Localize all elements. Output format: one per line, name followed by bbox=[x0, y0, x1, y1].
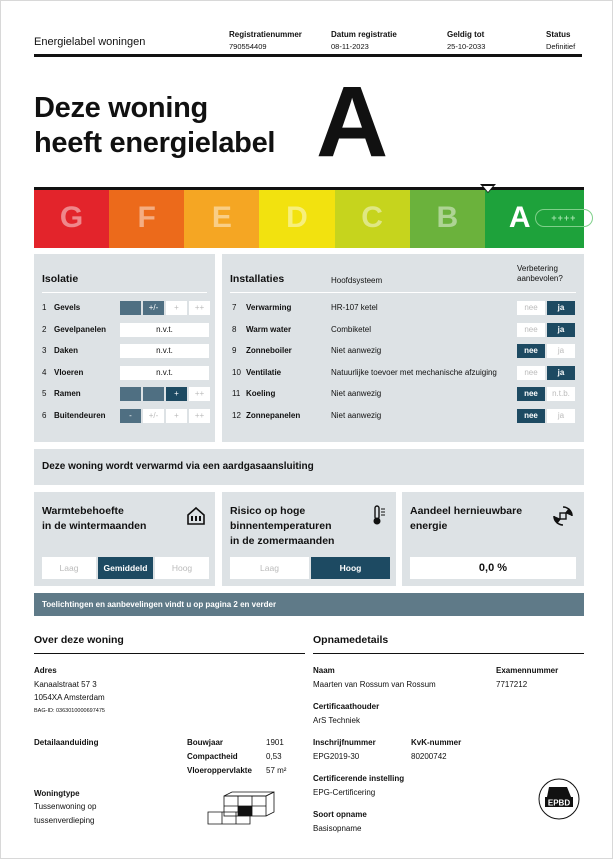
row-number: 6 bbox=[42, 410, 47, 420]
improvement-toggle bbox=[517, 366, 575, 380]
row-label: Gevelpanelen bbox=[54, 324, 107, 334]
overheating-risk-title-2: binnentemperaturen bbox=[230, 520, 332, 532]
floor-area-label: Vloeroppervlakte bbox=[187, 766, 252, 775]
row-label: Daken bbox=[54, 346, 79, 355]
build-year-value: 1901 bbox=[266, 738, 284, 747]
scale-letter: G bbox=[59, 200, 84, 234]
row-number: 1 bbox=[42, 303, 47, 312]
row-value: Niet aanwezig bbox=[331, 389, 382, 398]
energy-scale bbox=[34, 187, 584, 248]
row-number: 7 bbox=[232, 303, 237, 312]
heating-panel bbox=[34, 449, 584, 485]
compactness-value: 0,53 bbox=[266, 752, 282, 761]
row-label: Buitendeuren bbox=[54, 410, 106, 420]
floor-area-value: 57 m² bbox=[266, 766, 287, 775]
renewable-share-value: 0,0 % bbox=[410, 557, 576, 579]
home-type-line-2: tussenverdieping bbox=[34, 816, 95, 825]
row-value: Niet aanwezig bbox=[331, 346, 382, 355]
installation-row bbox=[232, 322, 577, 338]
registration-date-value: 08-11-2023 bbox=[331, 42, 369, 51]
row-number: 8 bbox=[232, 324, 237, 334]
home-type-line-1: Tussenwoning op bbox=[34, 802, 97, 811]
isolation-row bbox=[42, 300, 207, 316]
rating-cell: +/- bbox=[143, 409, 164, 423]
scale-segment-b bbox=[410, 187, 485, 248]
installation-row bbox=[232, 343, 577, 359]
registration-number bbox=[229, 30, 302, 51]
improvement-yes: ja bbox=[547, 366, 575, 380]
rating-cell: ++ bbox=[189, 387, 210, 401]
hero-label-letter: A bbox=[316, 66, 389, 178]
installations-panel bbox=[222, 254, 584, 442]
row-number: 12 bbox=[232, 410, 241, 420]
row-label: Verwarming bbox=[246, 303, 292, 312]
building-icon bbox=[206, 790, 278, 826]
registration-date-label: Datum registratie bbox=[331, 30, 397, 39]
rating-cell: +/- bbox=[143, 301, 164, 315]
status bbox=[546, 30, 575, 51]
improvement-toggle bbox=[517, 301, 575, 315]
overheating-risk-title-3: in de zomermaanden bbox=[230, 535, 335, 547]
compactness-label: Compactheid bbox=[187, 752, 238, 761]
heat-demand-medium: Gemiddeld bbox=[98, 557, 153, 579]
row-number: 5 bbox=[42, 389, 47, 398]
registration-number-value: 790554409 bbox=[229, 42, 267, 51]
renewable-share-title-1: Aandeel hernieuwbare bbox=[410, 505, 523, 517]
scale-segment-g bbox=[34, 187, 109, 248]
improvement-no: nee bbox=[517, 366, 545, 380]
rating-cells bbox=[120, 387, 210, 401]
improvement-yes: ja bbox=[547, 323, 575, 337]
scale-letter: E bbox=[211, 200, 232, 234]
explanation-note: Toelichtingen en aanbevelingen vindt u op pagina 2 en verder bbox=[34, 593, 584, 616]
improvement-yes: n.t.b. bbox=[547, 387, 575, 401]
heat-demand-high: Hoog bbox=[155, 557, 209, 579]
row-value: Natuurlijke toevoer met mechanische afzuiging bbox=[331, 367, 497, 377]
renewable-share-title-2: energie bbox=[410, 520, 448, 532]
valid-until-label: Geldig tot bbox=[447, 30, 485, 39]
installations-divider bbox=[230, 292, 576, 293]
survey-type-value: Basisopname bbox=[313, 824, 362, 833]
inspection-divider bbox=[313, 653, 584, 654]
about-home-title: Over deze woning bbox=[34, 634, 124, 646]
row-label: Ventilatie bbox=[246, 367, 282, 377]
overheating-risk-scale bbox=[230, 557, 390, 579]
overheating-risk-low: Laag bbox=[230, 557, 309, 579]
row-number: 4 bbox=[42, 367, 47, 377]
row-value: Niet aanwezig bbox=[331, 410, 382, 420]
renewable-cycle-icon bbox=[552, 505, 574, 527]
rating-cell: ++ bbox=[189, 409, 210, 423]
installation-row bbox=[232, 365, 577, 381]
inspector-name-value: Maarten van Rossum van Rossum bbox=[313, 680, 436, 689]
isolation-title: Isolatie bbox=[42, 273, 79, 285]
row-label: Koeling bbox=[246, 389, 276, 398]
status-value: Definitief bbox=[546, 42, 576, 51]
isolation-divider bbox=[42, 292, 207, 293]
heat-demand-title-1: Warmtebehoefte bbox=[42, 505, 124, 517]
hero-heading bbox=[34, 91, 275, 161]
main-system-header: Hoofdsysteem bbox=[331, 276, 383, 285]
improvement-header: Verbetering aanbevolen? bbox=[517, 264, 563, 283]
improvement-no: nee bbox=[517, 387, 545, 401]
row-number: 10 bbox=[232, 367, 241, 377]
scale-segment-e bbox=[184, 187, 259, 248]
isolation-row bbox=[42, 343, 207, 359]
installation-row bbox=[232, 300, 577, 316]
rating-cell: + bbox=[166, 301, 187, 315]
isolation-panel bbox=[34, 254, 215, 442]
kvk-value: 80200742 bbox=[411, 752, 447, 761]
survey-type-label: Soort opname bbox=[313, 810, 367, 819]
heat-demand-title bbox=[42, 504, 146, 534]
row-label: Zonnepanelen bbox=[246, 410, 301, 420]
scale-segment-a bbox=[485, 187, 584, 248]
overheating-risk-high: Hoog bbox=[311, 557, 390, 579]
installations-title: Installaties bbox=[230, 273, 285, 285]
kvk-label: KvK-nummer bbox=[411, 738, 462, 747]
inspector-name-label: Naam bbox=[313, 666, 335, 675]
rating-cell: + bbox=[166, 409, 187, 423]
house-heat-icon bbox=[186, 506, 206, 526]
improvement-toggle bbox=[517, 344, 575, 358]
rating-cells bbox=[120, 409, 210, 423]
certifying-body-label: Certificerende instelling bbox=[313, 774, 405, 783]
inspection-title: Opnamedetails bbox=[313, 634, 389, 646]
certificate-holder-label: Certificaathouder bbox=[313, 702, 380, 711]
improvement-toggle bbox=[517, 387, 575, 401]
scale-letter: D bbox=[286, 200, 308, 234]
svg-text:EPBD: EPBD bbox=[547, 798, 571, 808]
overheating-risk-panel bbox=[222, 492, 396, 586]
row-label: Ramen bbox=[54, 389, 81, 398]
scale-segment-d bbox=[259, 187, 334, 248]
valid-until bbox=[447, 30, 485, 51]
exam-number-value: 7717212 bbox=[496, 680, 528, 689]
registration-no-value: EPG2019-30 bbox=[313, 752, 360, 761]
bag-id: BAG-ID: 0363010000697475 bbox=[34, 708, 105, 714]
row-value: n.v.t. bbox=[120, 366, 209, 380]
rating-cells bbox=[120, 301, 210, 315]
registration-date bbox=[331, 30, 397, 51]
scale-letter: A bbox=[508, 200, 531, 234]
row-number: 11 bbox=[232, 389, 241, 398]
heat-demand-low: Laag bbox=[42, 557, 96, 579]
renewable-share-panel bbox=[402, 492, 584, 586]
scale-letter: C bbox=[361, 200, 383, 234]
address-label: Adres bbox=[34, 666, 57, 675]
scale-pointer-inner bbox=[483, 186, 493, 192]
isolation-row bbox=[42, 386, 207, 402]
certifying-body-value: EPG-Certificering bbox=[313, 788, 376, 797]
document-header bbox=[34, 27, 582, 57]
detail-label: Detailaanduiding bbox=[34, 738, 99, 747]
renewable-share-title bbox=[410, 504, 522, 534]
row-label: Gevels bbox=[54, 303, 81, 312]
row-value: n.v.t. bbox=[120, 344, 209, 358]
scale-segment-f bbox=[109, 187, 184, 248]
heating-text: Deze woning wordt verwarmd via een aardgasaansluiting bbox=[42, 461, 314, 472]
row-number: 9 bbox=[232, 346, 237, 355]
build-year-label: Bouwjaar bbox=[187, 738, 224, 747]
installation-row bbox=[232, 408, 577, 424]
scale-letter: B bbox=[436, 200, 459, 234]
improvement-yes: ja bbox=[547, 344, 575, 358]
registration-no-label: Inschrijfnummer bbox=[313, 738, 376, 747]
improvement-no: nee bbox=[517, 409, 545, 423]
row-value: Combiketel bbox=[331, 324, 372, 334]
valid-until-value: 25-10-2033 bbox=[447, 42, 486, 51]
heat-demand-title-2: in de wintermaanden bbox=[42, 520, 147, 532]
isolation-row bbox=[42, 365, 207, 381]
improvement-no: nee bbox=[517, 323, 545, 337]
epbd-logo bbox=[537, 777, 581, 821]
rating-cell: + bbox=[166, 387, 187, 401]
scale-top-line bbox=[34, 187, 584, 190]
improvement-yes: ja bbox=[547, 301, 575, 315]
scale-letter: F bbox=[137, 200, 156, 234]
status-label: Status bbox=[546, 30, 571, 39]
address-line-1: Kanaalstraat 57 3 bbox=[34, 680, 97, 689]
row-label: Vloeren bbox=[54, 367, 84, 377]
document-title: Energielabel woningen bbox=[34, 36, 146, 48]
about-home-divider bbox=[34, 653, 305, 654]
scale-segment-c bbox=[335, 187, 410, 248]
row-label: Zonneboiler bbox=[246, 346, 292, 355]
certificate-holder-value: ArS Techniek bbox=[313, 716, 360, 725]
rating-cell: ++ bbox=[189, 301, 210, 315]
improvement-toggle bbox=[517, 409, 575, 423]
registration-number-label: Registratienummer bbox=[229, 30, 302, 39]
hero-line-1: Deze woning bbox=[34, 92, 208, 124]
home-type-label: Woningtype bbox=[34, 789, 80, 798]
hero-line-2: heeft energielabel bbox=[34, 127, 276, 159]
row-value: n.v.t. bbox=[120, 323, 209, 337]
scale-plus-badge: ++++ bbox=[535, 209, 593, 227]
address-line-2: 1054XA Amsterdam bbox=[34, 693, 105, 702]
isolation-row bbox=[42, 408, 207, 424]
row-label: Warm water bbox=[246, 324, 292, 334]
row-number: 2 bbox=[42, 324, 47, 334]
exam-number-label: Examennummer bbox=[496, 666, 559, 675]
rating-cell bbox=[143, 387, 164, 401]
heat-demand-panel bbox=[34, 492, 215, 586]
heat-demand-scale bbox=[42, 557, 209, 579]
rating-cell bbox=[120, 301, 141, 315]
thermometer-icon bbox=[370, 504, 388, 526]
rating-cell: - bbox=[120, 409, 141, 423]
improvement-no: nee bbox=[517, 301, 545, 315]
rating-cell bbox=[120, 387, 141, 401]
installation-row bbox=[232, 386, 577, 402]
isolation-row bbox=[42, 322, 207, 338]
row-value: HR-107 ketel bbox=[331, 303, 378, 312]
improvement-no: nee bbox=[517, 344, 545, 358]
row-number: 3 bbox=[42, 346, 47, 355]
overheating-risk-title-1: Risico op hoge bbox=[230, 505, 306, 517]
improvement-yes: ja bbox=[547, 409, 575, 423]
overheating-risk-title bbox=[230, 504, 334, 549]
improvement-toggle bbox=[517, 323, 575, 337]
